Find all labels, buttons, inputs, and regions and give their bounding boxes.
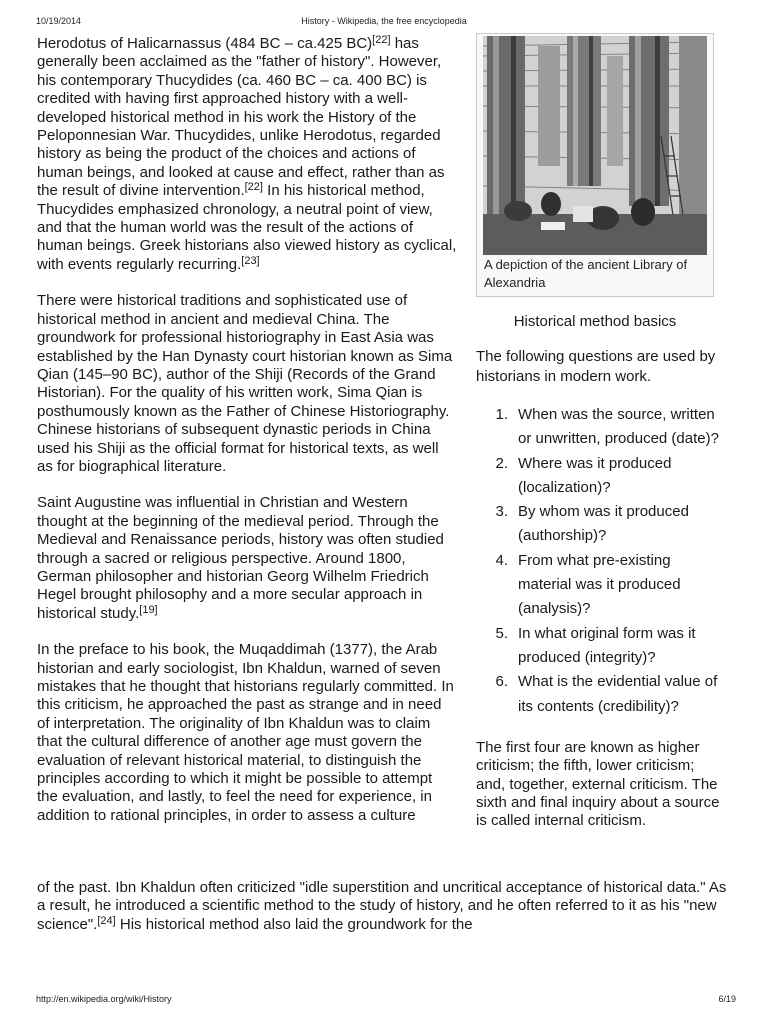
box-intro: The following questions are used by historians in modern work. bbox=[476, 348, 716, 385]
paragraph-china: There were historical traditions and sophisticated use of historical method in ancient and medieval China. The groundwork for professional historiography in East Asia was established by the Han Dynasty court historian known as Sima Qian (145–90 BC), author of the Shiji (Records of the Grand Historian). For the quality of his written work, Sima Qian is posthumously known as the Father of Chinese Historiography. Chinese historians of subsequent dynastic periods in China used his Shiji as the official format for historical texts, as well as for biographical literature. bbox=[37, 292, 453, 475]
paragraph-ibn-khaldun-continued: of the past. Ibn Khaldun often criticized "idle superstition and uncritical acceptance of historical data." As a result, he introduced a scientific method to the study of history, and he often referred to it as his "new science".[24] His historical method also laid the groundwork for the bbox=[37, 879, 727, 933]
citation-ref[interactable]: [19] bbox=[139, 603, 158, 616]
list-text: When was the source, written or unwritten, produced (date)? bbox=[518, 406, 719, 448]
list-text: Where was it produced (localization)? bbox=[518, 454, 672, 496]
list-text: From what pre-existing material was it produced (analysis)? bbox=[518, 551, 681, 618]
paragraph-ibn-khaldun: In the preface to his book, the Muqaddimah (1377), the Arab historian and early sociologist, Ibn Khaldun, warned of seven mistakes that he thought that historians regularly committed. In this criticism, he approached the past as strange and in need of interpretation. The originality of Ibn Khaldun was to claim that the cultural difference of another age must govern the evaluation of relevant historical material, to distinguish the principles according to which it might be possible to attempt the evaluation, and lastly, to feel the need for experience, in addition to rational principles, in order to assess a culture bbox=[37, 641, 454, 824]
list-number: 2. bbox=[495, 454, 508, 472]
list-item bbox=[476, 500, 726, 549]
list-number: 6. bbox=[495, 673, 508, 691]
citation-ref[interactable]: [23] bbox=[241, 254, 260, 267]
list-item bbox=[476, 452, 726, 501]
print-footer bbox=[36, 994, 736, 1008]
box-title: Historical method basics bbox=[513, 313, 677, 330]
list-item bbox=[476, 549, 726, 622]
print-date: 10/19/2014 bbox=[36, 16, 82, 26]
page-number: 6/19 bbox=[718, 994, 736, 1004]
print-header bbox=[36, 16, 732, 30]
list-number: 3. bbox=[495, 503, 508, 521]
list-number: 4. bbox=[495, 551, 508, 569]
box-outro: The first four are known as higher criticism; the fifth, lower criticism; and, together, external criticism. The sixth and final inquiry about a source is called internal criticism. bbox=[476, 738, 720, 830]
citation-ref[interactable]: [22] bbox=[372, 34, 391, 46]
paragraph-herodotus: Herodotus of Halicarnassus (484 BC – ca.425 BC)[22] has generally been acclaimed as the "father of history". However, his contemporary Thucydides (ca. 460 BC – ca. 400 BC) is credited with having first approached history with a well-developed historical method in his work the History of the Peloponnesian War. Thucydides, unlike Herodotus, regarded history as being the product of the choices and actions of human beings, and looked at cause and effect, rather than as the result of divine intervention.[22] In his historical method, Thucydides emphasized chronology, a neutral point of view, and that the human world was the result of the actions of human beings. Greek historians also viewed history as cyclical, with events regularly recurring.[23] bbox=[37, 34, 457, 273]
list-number: 5. bbox=[495, 624, 508, 642]
engraving-illustration bbox=[483, 36, 707, 255]
library-engraving-image[interactable] bbox=[483, 36, 707, 255]
figure-caption: A depiction of the ancient Library of Alexandria bbox=[484, 257, 688, 290]
citation-ref[interactable]: [22] bbox=[244, 181, 263, 194]
list-text: In what original form was it produced (integrity)? bbox=[518, 624, 696, 666]
article-body bbox=[37, 35, 457, 843]
list-number: 1. bbox=[495, 406, 508, 423]
list-text: By whom was it produced (authorship)? bbox=[518, 503, 689, 545]
print-url[interactable]: http://en.wikipedia.org/wiki/History bbox=[36, 994, 172, 1004]
citation-ref[interactable]: [24] bbox=[97, 914, 116, 927]
list-item bbox=[476, 670, 726, 719]
print-page-title: History - Wikipedia, the free encyclopedia bbox=[301, 16, 467, 26]
method-questions-list bbox=[476, 403, 726, 719]
list-item bbox=[476, 622, 726, 671]
list-text: What is the evidential value of its contents (credibility)? bbox=[518, 673, 718, 715]
list-item bbox=[476, 403, 726, 452]
historical-method-box bbox=[476, 312, 726, 831]
figure-thumbnail bbox=[476, 33, 714, 297]
paragraph-augustine: Saint Augustine was influential in Christian and Western thought at the beginning of the medieval period. Through the Medieval and Renaissance periods, history was often studied through a sacred or religious perspective. Around 1800, German philosopher and historian Georg Wilhelm Friedrich Hegel brought philosophy and a more secular approach in historical study.[19] bbox=[37, 494, 444, 622]
